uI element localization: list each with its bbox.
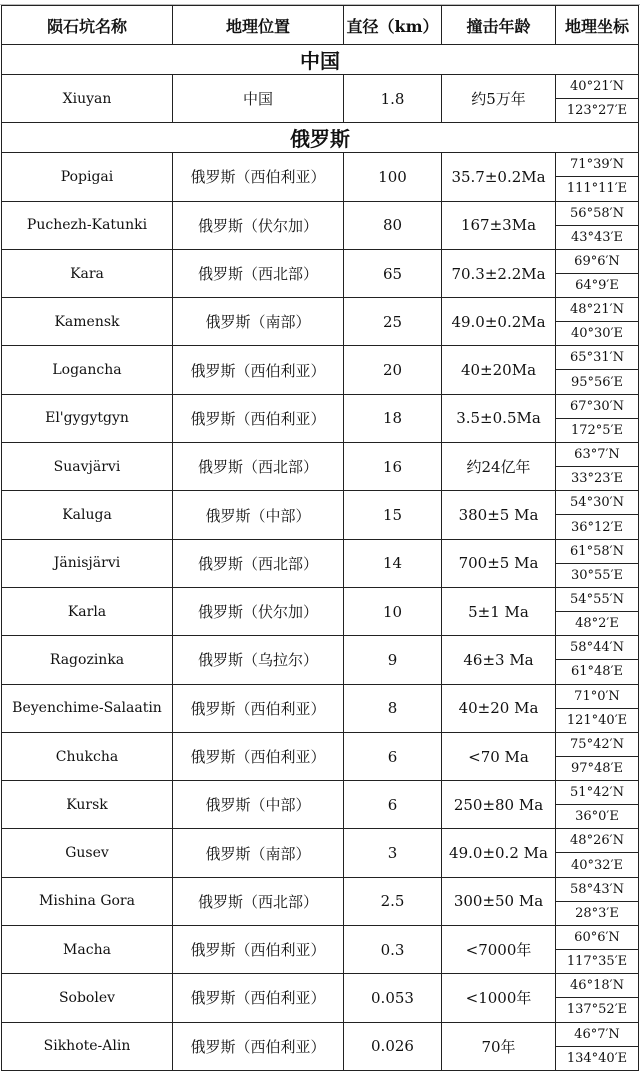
- crater-name-cell: Kara: [2, 249, 173, 297]
- diameter-cell: 15: [344, 491, 442, 539]
- latitude-cell: 54°30′N: [556, 491, 639, 515]
- longitude-cell: 64°9′E: [556, 273, 639, 297]
- diameter-cell: 18: [344, 394, 442, 442]
- table-row: [2, 153, 639, 177]
- longitude-cell: 172°5′E: [556, 418, 639, 442]
- header-diameter: 直径（km）: [344, 6, 442, 45]
- impact-age-cell: 5±1 Ma: [442, 587, 556, 635]
- location-cell: 俄罗斯（中部）: [173, 781, 344, 829]
- diameter-cell: 3: [344, 829, 442, 877]
- diameter-cell: 6: [344, 781, 442, 829]
- latitude-cell: 58°44′N: [556, 636, 639, 660]
- table-row: [2, 781, 639, 805]
- header-coordinates: 地理坐标: [556, 6, 639, 45]
- longitude-cell: 43°43′E: [556, 225, 639, 249]
- table-row: [2, 75, 639, 99]
- table-row: [2, 443, 639, 467]
- impact-age-cell: 167±3Ma: [442, 201, 556, 249]
- latitude-cell: 61°58′N: [556, 539, 639, 563]
- location-cell: 俄罗斯（西伯利亚）: [173, 394, 344, 442]
- diameter-cell: 0.3: [344, 926, 442, 974]
- latitude-cell: 63°7′N: [556, 443, 639, 467]
- location-cell: 俄罗斯（伏尔加）: [173, 201, 344, 249]
- longitude-cell: 48°2′E: [556, 611, 639, 635]
- impact-age-cell: <70 Ma: [442, 732, 556, 780]
- impact-age-cell: 700±5 Ma: [442, 539, 556, 587]
- impact-age-cell: 49.0±0.2Ma: [442, 298, 556, 346]
- diameter-cell: 0.026: [344, 1022, 442, 1070]
- longitude-cell: 30°55′E: [556, 563, 639, 587]
- diameter-cell: 6: [344, 732, 442, 780]
- location-cell: 俄罗斯（西伯利亚）: [173, 153, 344, 201]
- longitude-cell: 33°23′E: [556, 467, 639, 491]
- table-row: [2, 394, 639, 418]
- longitude-cell: 123°27′E: [556, 99, 639, 123]
- table-row: [2, 491, 639, 515]
- latitude-cell: 67°30′N: [556, 394, 639, 418]
- location-cell: 中国: [173, 75, 344, 123]
- location-cell: 俄罗斯（西伯利亚）: [173, 732, 344, 780]
- diameter-cell: 80: [344, 201, 442, 249]
- longitude-cell: 95°56′E: [556, 370, 639, 394]
- location-cell: 俄罗斯（乌拉尔）: [173, 636, 344, 684]
- latitude-cell: 51°42′N: [556, 781, 639, 805]
- latitude-cell: 65°31′N: [556, 346, 639, 370]
- longitude-cell: 40°32′E: [556, 853, 639, 877]
- table-row: [2, 877, 639, 901]
- section-title: 俄罗斯: [2, 123, 639, 153]
- diameter-cell: 65: [344, 249, 442, 297]
- location-cell: 俄罗斯（西伯利亚）: [173, 926, 344, 974]
- crater-name-cell: Popigai: [2, 153, 173, 201]
- header-location: 地理位置: [173, 6, 344, 45]
- latitude-cell: 46°7′N: [556, 1022, 639, 1046]
- latitude-cell: 71°39′N: [556, 153, 639, 177]
- table-row: [2, 684, 639, 708]
- impact-age-cell: <1000年: [442, 974, 556, 1022]
- longitude-cell: 36°12′E: [556, 515, 639, 539]
- crater-name-cell: Kamensk: [2, 298, 173, 346]
- longitude-cell: 111°11′E: [556, 177, 639, 201]
- impact-age-cell: 40±20 Ma: [442, 684, 556, 732]
- latitude-cell: 75°42′N: [556, 732, 639, 756]
- location-cell: 俄罗斯（西伯利亚）: [173, 346, 344, 394]
- crater-name-cell: Suavjärvi: [2, 443, 173, 491]
- latitude-cell: 54°55′N: [556, 587, 639, 611]
- crater-name-cell: El'gygytgyn: [2, 394, 173, 442]
- latitude-cell: 46°18′N: [556, 974, 639, 998]
- crater-name-cell: Logancha: [2, 346, 173, 394]
- location-cell: 俄罗斯（南部）: [173, 829, 344, 877]
- latitude-cell: 69°6′N: [556, 249, 639, 273]
- crater-name-cell: Karla: [2, 587, 173, 635]
- location-cell: 俄罗斯（西伯利亚）: [173, 974, 344, 1022]
- longitude-cell: 97°48′E: [556, 756, 639, 780]
- table-row: [2, 732, 639, 756]
- location-cell: 俄罗斯（西北部）: [173, 539, 344, 587]
- header-crater-name: 陨石坑名称: [2, 6, 173, 45]
- impact-age-cell: 35.7±0.2Ma: [442, 153, 556, 201]
- table-row: [2, 636, 639, 660]
- impact-age-cell: 40±20Ma: [442, 346, 556, 394]
- diameter-cell: 20: [344, 346, 442, 394]
- longitude-cell: 117°35′E: [556, 950, 639, 974]
- longitude-cell: 137°52′E: [556, 998, 639, 1022]
- latitude-cell: 56°58′N: [556, 201, 639, 225]
- location-cell: 俄罗斯（西北部）: [173, 877, 344, 925]
- crater-name-cell: Xiuyan: [2, 75, 173, 123]
- table-row: [2, 201, 639, 225]
- latitude-cell: 48°21′N: [556, 298, 639, 322]
- longitude-cell: 121°40′E: [556, 708, 639, 732]
- latitude-cell: 48°26′N: [556, 829, 639, 853]
- impact-age-cell: 约5万年: [442, 75, 556, 123]
- table-row: [2, 974, 639, 998]
- diameter-cell: 100: [344, 153, 442, 201]
- latitude-cell: 58°43′N: [556, 877, 639, 901]
- impact-age-cell: 46±3 Ma: [442, 636, 556, 684]
- crater-name-cell: Sikhote-Alin: [2, 1022, 173, 1070]
- diameter-cell: 25: [344, 298, 442, 346]
- diameter-cell: 10: [344, 587, 442, 635]
- header-row: [2, 6, 639, 45]
- crater-name-cell: Mishina Gora: [2, 877, 173, 925]
- location-cell: 俄罗斯（中部）: [173, 491, 344, 539]
- table-row: [2, 926, 639, 950]
- crater-table: [1, 5, 639, 1071]
- latitude-cell: 40°21′N: [556, 75, 639, 99]
- section-row: [2, 123, 639, 153]
- impact-age-cell: <7000年: [442, 926, 556, 974]
- latitude-cell: 71°0′N: [556, 684, 639, 708]
- table-row: [2, 539, 639, 563]
- impact-age-cell: 约24亿年: [442, 443, 556, 491]
- location-cell: 俄罗斯（西伯利亚）: [173, 684, 344, 732]
- longitude-cell: 40°30′E: [556, 322, 639, 346]
- section-row: [2, 45, 639, 75]
- location-cell: 俄罗斯（西北部）: [173, 249, 344, 297]
- longitude-cell: 28°3′E: [556, 901, 639, 925]
- diameter-cell: 16: [344, 443, 442, 491]
- crater-name-cell: Beyenchime-Salaatin: [2, 684, 173, 732]
- longitude-cell: 36°0′E: [556, 805, 639, 829]
- location-cell: 俄罗斯（伏尔加）: [173, 587, 344, 635]
- section-title: 中国: [2, 45, 639, 75]
- crater-name-cell: Kaluga: [2, 491, 173, 539]
- table-row: [2, 829, 639, 853]
- diameter-cell: 0.053: [344, 974, 442, 1022]
- header-impact-age: 撞击年龄: [442, 6, 556, 45]
- diameter-cell: 1.8: [344, 75, 442, 123]
- impact-age-cell: 49.0±0.2 Ma: [442, 829, 556, 877]
- longitude-cell: 134°40′E: [556, 1046, 639, 1070]
- crater-name-cell: Sobolev: [2, 974, 173, 1022]
- crater-name-cell: Ragozinka: [2, 636, 173, 684]
- longitude-cell: 61°48′E: [556, 660, 639, 684]
- impact-age-cell: 250±80 Ma: [442, 781, 556, 829]
- diameter-cell: 2.5: [344, 877, 442, 925]
- location-cell: 俄罗斯（南部）: [173, 298, 344, 346]
- impact-age-cell: 3.5±0.5Ma: [442, 394, 556, 442]
- crater-name-cell: Macha: [2, 926, 173, 974]
- crater-name-cell: Chukcha: [2, 732, 173, 780]
- impact-age-cell: 70.3±2.2Ma: [442, 249, 556, 297]
- crater-name-cell: Jänisjärvi: [2, 539, 173, 587]
- impact-age-cell: 300±50 Ma: [442, 877, 556, 925]
- crater-table-body: [2, 6, 639, 1071]
- crater-name-cell: Kursk: [2, 781, 173, 829]
- table-row: [2, 587, 639, 611]
- location-cell: 俄罗斯（西北部）: [173, 443, 344, 491]
- crater-name-cell: Gusev: [2, 829, 173, 877]
- table-row: [2, 346, 639, 370]
- table-row: [2, 298, 639, 322]
- table-row: [2, 249, 639, 273]
- diameter-cell: 9: [344, 636, 442, 684]
- crater-name-cell: Puchezh-Katunki: [2, 201, 173, 249]
- impact-age-cell: 380±5 Ma: [442, 491, 556, 539]
- location-cell: 俄罗斯（西伯利亚）: [173, 1022, 344, 1070]
- diameter-cell: 8: [344, 684, 442, 732]
- impact-age-cell: 70年: [442, 1022, 556, 1070]
- latitude-cell: 60°6′N: [556, 926, 639, 950]
- diameter-cell: 14: [344, 539, 442, 587]
- table-row: [2, 1022, 639, 1046]
